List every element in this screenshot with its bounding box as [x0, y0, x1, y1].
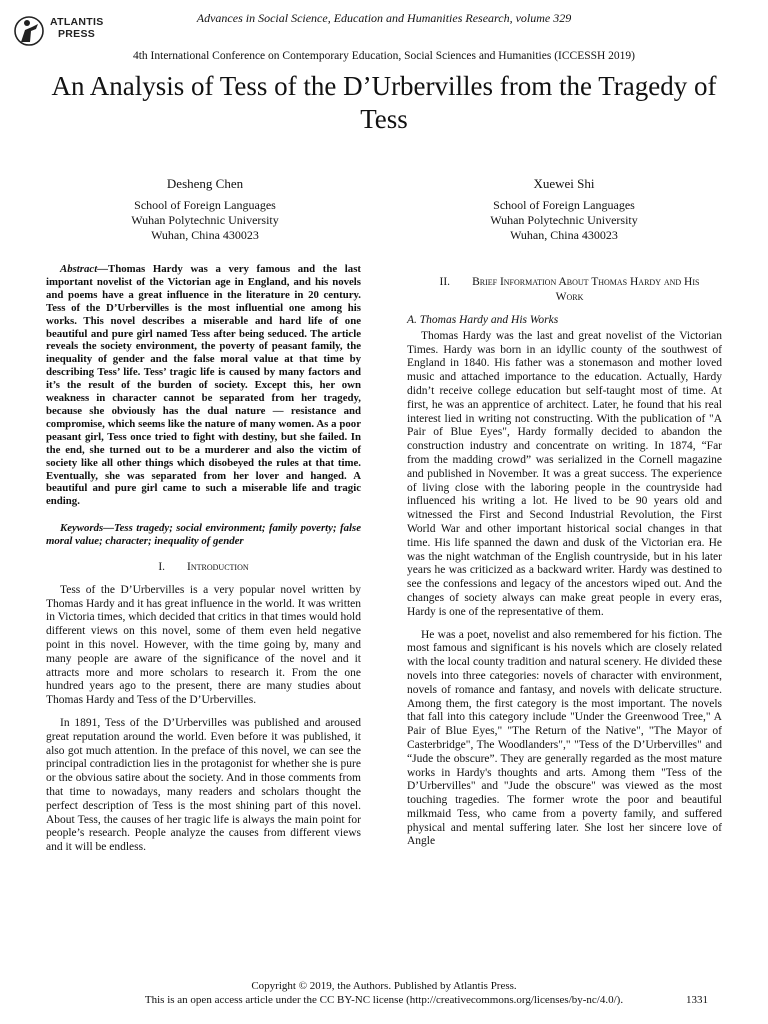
section-number: II.: [439, 276, 451, 288]
license-notice: This is an open access article under the CC BY-NC license (http://creativecommons.org/licenses/by-nc/4.0/).: [144, 994, 624, 1006]
section-title: Introduction: [187, 561, 249, 574]
author-name: Desheng Chen: [166, 176, 244, 191]
body-paragraph: He was a poet, novelist and also remembered for his fiction. The most famous and significant is his novels which are closely related with the local county tradition and natural scenery. He divided these novels into three categories: novels of character with environment, novels of romance and fantasy, and novels with delicate structure. Among them, the first category is the most important. The novels that fall into this category include "Under the Greenwood Tree," A Pair of Blue Eyes," "The Return of the Native", "The Mayor of Casterbridge", The Woodlanders"," "Tess of the D’Urbervilles" and “Jude the obscure”. They are generally regarded as the most mature works in Hardy's thoughts and arts. Among them "Tess of the D’Urbervilles" and "Jude the obscure" was viewed as the most touching tragedies. The former wrote the poor and beautiful milkmaid Tess, who came from a poverty family, and suffered physical and mental suffering later. She lost her sincere love of Angle: [407, 628, 722, 848]
journal-header: Advances in Social Science, Education and Humanities Research, volume 329: [196, 11, 572, 25]
page-number: 1331: [686, 994, 708, 1006]
abstract-text: Thomas Hardy was a very famous and the last important novelist of the Victorian age in England, and his novels and poems have a great influence in the literature in 20 century. Tess of the D’Urbervilles is the most influential one among his works. This novel describes a miserable and hard life of one beautiful and pure girl named Tess after being seduced. The article reveals the society environment, the poverty of peasant family, the inequality of gender and the false moral value at that time by describing Tess’ life. Tess’ tragic life is caused by many factors and it’s the result of the burden of society. Except this, her own weakness in character cannot be separated from her tragedy, because she obviously has the dual nature — resistance and compromise, which seems like the nature of many women. As a poor peasant girl, Tess once tried to fight with destiny, but she failed. In the end, she turned out to be a murderer and also the victim of society like all other things which disobeyed the rules at that time. Eventually, she was separated from her lover and hanged. A beautiful and pure girl came to such a miserable life and tragic ending.: [46, 263, 361, 508]
left-column: [46, 263, 361, 855]
paper-title: An Analysis of Tess of the D’Urbervilles from the Tragedy of Tess: [51, 71, 717, 134]
page-footer: [0, 979, 768, 1007]
right-column: [407, 275, 722, 849]
copyright-notice: Copyright © 2019, the Authors. Published by Atlantis Press.: [251, 980, 517, 992]
author-organization: Wuhan Polytechnic University: [490, 213, 638, 227]
author-block-2: [414, 176, 714, 243]
author-department: School of Foreign Languages: [493, 198, 635, 212]
author-address: Wuhan, China 430023: [151, 228, 259, 242]
section-number: I.: [158, 561, 166, 574]
body-paragraph: Tess of the D’Urbervilles is a very popular novel written by Thomas Hardy and it has great influence in the world. It was written in Victoria times, which decided that critics in that times would hold different views on this novel, some of them even held negative point in this novel. However, with the time going by, many and many people are aware of the significance of the novel and it attracts more and more scholars to research it. From the one hundred years ago to the present, there are many studies about Thomas Hardy and Tess of the D’Urbervilles.: [46, 583, 361, 707]
keywords: Keywords—Tess tragedy; social environment; family poverty; false moral value; character; inequality of gender: [46, 522, 361, 548]
author-block-1: [55, 176, 355, 243]
abstract: [46, 263, 361, 508]
section-title: Brief Information About Thomas Hardy and His Work: [472, 276, 700, 303]
author-organization: Wuhan Polytechnic University: [131, 213, 279, 227]
author-address: Wuhan, China 430023: [510, 228, 618, 242]
publisher-name-line2: PRESS: [58, 28, 96, 40]
author-name: Xuewei Shi: [533, 176, 595, 191]
publisher-name-line1: ATLANTIS: [50, 16, 104, 28]
section-heading: [46, 561, 361, 575]
body-paragraph: Thomas Hardy was the last and great novelist of the Victorian Times. Hardy was born in an idyllic county of the southwest of England in 1840. His father was a stonemason and mother loved music and attached importance to the education. Actually, Hardy didn’t receive college education but self-taught most of time. At first, he was an apprentice of architect. Later, he found that his real interest lied in writing not constructing. With the publication of "A Pair of Blue Eyes", Hardy formally decided to abandon the construction industry and concentrate on writing. In 1874, “Far from the madding crowd” was serialized in the Cornell magazine and published in November. It was a great success. The experience of living close with the laboring people in the countryside had influenced his writing a lot. He lived to be 90 years old and witnessed the First and Second Industrial Revolution, the First World War and other important historical social changes in that time. His life spanned the dawn and dusk of the Victorian era. He was the night watchman of the English countryside, but in his later years he was criticized as a backward writer. Hardy was destined to see the confessions and legacy of the ancestors wiped out. And the changes of society always can make great people in every eras, Hardy is one of the representative of them.: [407, 329, 722, 618]
body-paragraph: In 1891, Tess of the D’Urbervilles was published and aroused great reputation around the world. Even before it was published, it also got much attention. In the preface of this novel, we can see the principal contradiction lies in the protagonist for whether she is pure or the obvious satire about the society. And in those comments from that time to nowadays, many readers and scholars thought the perfect description of Tess is the most shining part of this novel. About Tess, the causes of her tragic life is always the main point for people’s research. People analyze the causes from different views and it will be endless.: [46, 717, 361, 854]
section-heading: [427, 275, 712, 305]
subsection-heading: A. Thomas Hardy and His Works: [407, 314, 559, 326]
conference-header: 4th International Conference on Contemporary Education, Social Sciences and Humanities (ICCESSH 2019): [132, 50, 636, 62]
abstract-label: Abstract—: [60, 263, 108, 275]
author-department: School of Foreign Languages: [134, 198, 276, 212]
